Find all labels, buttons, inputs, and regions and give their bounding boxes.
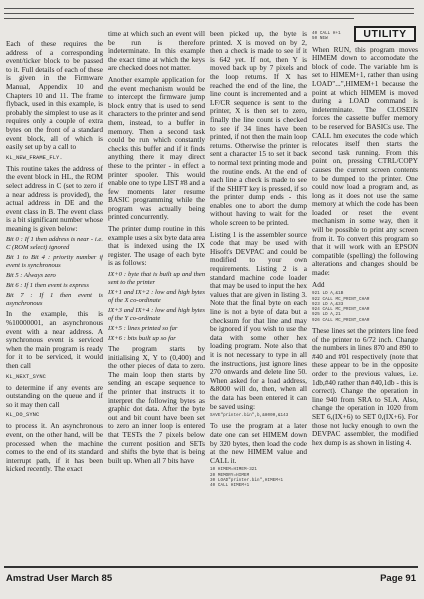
paragraph: The printer dump routine in this example uses a six byte data area that is indexed using the IX register. The usage of each byte is as follows: [108, 224, 205, 268]
paragraph: The program starts by initialising X, Y to (0,400) and the other pieces of data to zero. The main loop then starts by sending an escape sequence to the printer that instructs it to interpret the following bytes as graphic dot data. After the byte out and bit count have been set to zero an inner loop is entered that TESTs the 7 pixels below the current position and SETs and shifts the byte that is being built up. When all 7 bits have [108, 344, 205, 465]
page-footer [4, 566, 418, 586]
ix-register-definition: IX+0 : byte that is built up and then sent to the printer [108, 271, 205, 287]
code-basic-listing: 40 CALL H+1 50 NEW [312, 32, 341, 42]
text-column-1 [6, 40, 103, 554]
code-routine-name: KL_NEXT_SYNC [6, 373, 47, 380]
header-rule [4, 8, 414, 14]
code-basic-listing: 10 HIMEM=HIMEM-321 20 MEMORY=HIMEM 30 LOAD"printer.bin",HIMEM+1 40 CALL HIMEM+1 [210, 468, 284, 489]
paragraph: to determine if any events are outstanding on the queue and if so it may then call [6, 382, 103, 409]
bit-definition: Bit 7 : If 1 then event is asynchronous [6, 292, 103, 308]
paragraph: This routine takes the address of the event block in HL, the ROM select address in C (set to zero if a near address is provided), the actual address in DE and the event class in B. The event class is a bit significant number whose meaning is given below: [6, 163, 103, 233]
header-rule-secondary [4, 18, 354, 20]
code-routine-name: KL_DO_SYNC [6, 412, 40, 419]
code-assembler-listing: 921 LD A,&1B 922 CALL MC_PRINT_CHAR 923 LD A,&33 924 CALL MC_PRINT_CHAR 925 LD A,21 926 CALL MC_PRINT_CHAR [312, 292, 370, 323]
text-column-2 [108, 30, 205, 544]
bit-definition: Bit 5 : Always zero [6, 272, 56, 280]
text-column-3 [210, 30, 307, 544]
ix-register-definition: IX+6 : bits built up so far [108, 335, 176, 343]
paragraph: To use the program at a later date one can set HIMEM down by 320 bytes, then load the code at the new HIMEM value and CALL it. [210, 421, 307, 465]
paragraph: time at which such an event will be run is therefore indeterminate. In this example the exact time at which the keys are checked does not matter. [108, 30, 205, 73]
paragraph: been picked up, the byte is printed. X is moved on by 2, then a check is made to see if it is 642 yet. If not, then Y is moved back up by 7 pixels and the loop returns. If X has reached the end of the line, the line count is incremented and a LF/CR sequence is sent to the printer, X is then set to zero, finally the line count is checked to see if 34 lines have been printed, if not then the main loop returns. Otherwise the printer is sent a character 15 to set it back to normal text printing mode and the routine ends. At the end of each line a check is made to see if the SHIFT key is pressed, if so the printer dump ends - this enables one to abort the dump without having to wait for the whole screen to be printed. [210, 30, 307, 228]
paragraph: In the example, this is %10000001, an asynchronous event with a near address. A synchronous event is serviced when the main program is ready for it to be serviced, it would then call [6, 309, 103, 371]
bit-definition: Bit 0 : If 1 then address is near - i.e. C (ROM select) ignored [6, 236, 103, 252]
magazine-issue: Amstrad User March 85 [6, 573, 113, 584]
bit-definition: Bit 1 to Bit 4 : priority number if event is synchronous [6, 254, 103, 270]
paragraph: These lines set the printers line feed of the printer to 6/72 inch. Change the numbers in lines 870 and 890 to #40 and #01 respectively (note that these appear to be in the opposite order to the previous values, i.e. 1db,#40 rather than #40,1db - this is correct). Change the operation in line 940 from SRA to SLA. Also, change the operation in 1020 from SET 6,(IX+6) to SET 0,(IX+6). For those not lucky enough to own the DEVPAC assembler, the modified hex dump is as shown in listing 4. [312, 326, 418, 447]
ix-register-definition: IX+1 and IX+2 : low and high bytes of the X co-ordinate [108, 289, 205, 305]
paragraph: Listing 1 is the assembler source code that may be used with Hisoft's DEVPAC and could be modified to your own requirements. Listing 2 is a standard machine code loader that may be used to input the hex values that are given in listing 3. Note that the final byte on each line is not a byte of data but a checksum for that line and may be ignored if you wish to use the data with some other hex loading program. Note also that it is not necessary to type in all the instructions, just ignore lines 270 onwards and delete line 50. When asked for a load address, &8000 will do, then, when all the data has been entered it can be saved using: [210, 229, 307, 411]
paragraph: Each of these requires the address of a corresponding event/ticker block to be passed to it. Full details of each of these is given in the Firmware Manual, Appendix 10 and Chapters 10 and 11. The frame flyback, used in this example, is probably the simplest to use as it requires only a couple of extra bytes on the front of a standard event block, all of which is easily set up by a call to [6, 40, 103, 152]
page-number: Page 91 [380, 573, 416, 584]
ix-register-definition: IX+5 : lines printed so far [108, 325, 178, 333]
text-column-4 [312, 30, 418, 544]
add-label: Add [312, 279, 325, 289]
paragraph: When RUN, this program moves HIMEM down to accomodate the block of code. The variable hm is set to HIMEM+1, rather than using LOAD"...",HIMEM+1 because the point at which HIMEM is moved during a LOAD command is indeterminate. The CLOSEIN forces the cassette buffer memory to be reserved for BASICs use. The CALL hm executes the code which relocates itself then starts the second task running. From this point on, pressing CTRL/COPY causes the current screen contents to be dumped to the printer. One could now load a program and, as long as it does not use the same memory at which the code has been loaded or reset the event mechanism in some way, then it will be possible to print any screen from it. To convert this program so that it will work with an EPSON compatible (spelling) the following alterations and changes should be made: [312, 44, 418, 278]
paragraph: to process it. An asynchronous event, on the other hand, will be processed when the machine comes to the end of its standard interrupt path, if it has been kicked recently. The exact [6, 421, 103, 474]
ix-register-definition: IX+3 and IX+4 : low and high bytes of the Y co-ordinate [108, 307, 205, 323]
paragraph: Another example application for the event mechanism would be to intercept the firmware jump block entry that is used to send characters to the printer and send them, instead, to a buffer in memory. Then a second task could be run which constantly checks this buffer and if it finds anything there it may direct these to the printer - in effect a printer spooler. This would enable one to type LIST #8 and a few moments later resume BASIC programming while the program was actually being printed concurrently. [108, 74, 205, 222]
code-routine-name: KL_NEW_FRAME_FLY. [6, 154, 63, 161]
code-save-command: SAVE"printer.bin",b,&8000,&143 [210, 414, 289, 419]
section-label: UTILITY [354, 26, 416, 42]
bit-definition: Bit 6 : If 1 then event is express [6, 282, 89, 290]
